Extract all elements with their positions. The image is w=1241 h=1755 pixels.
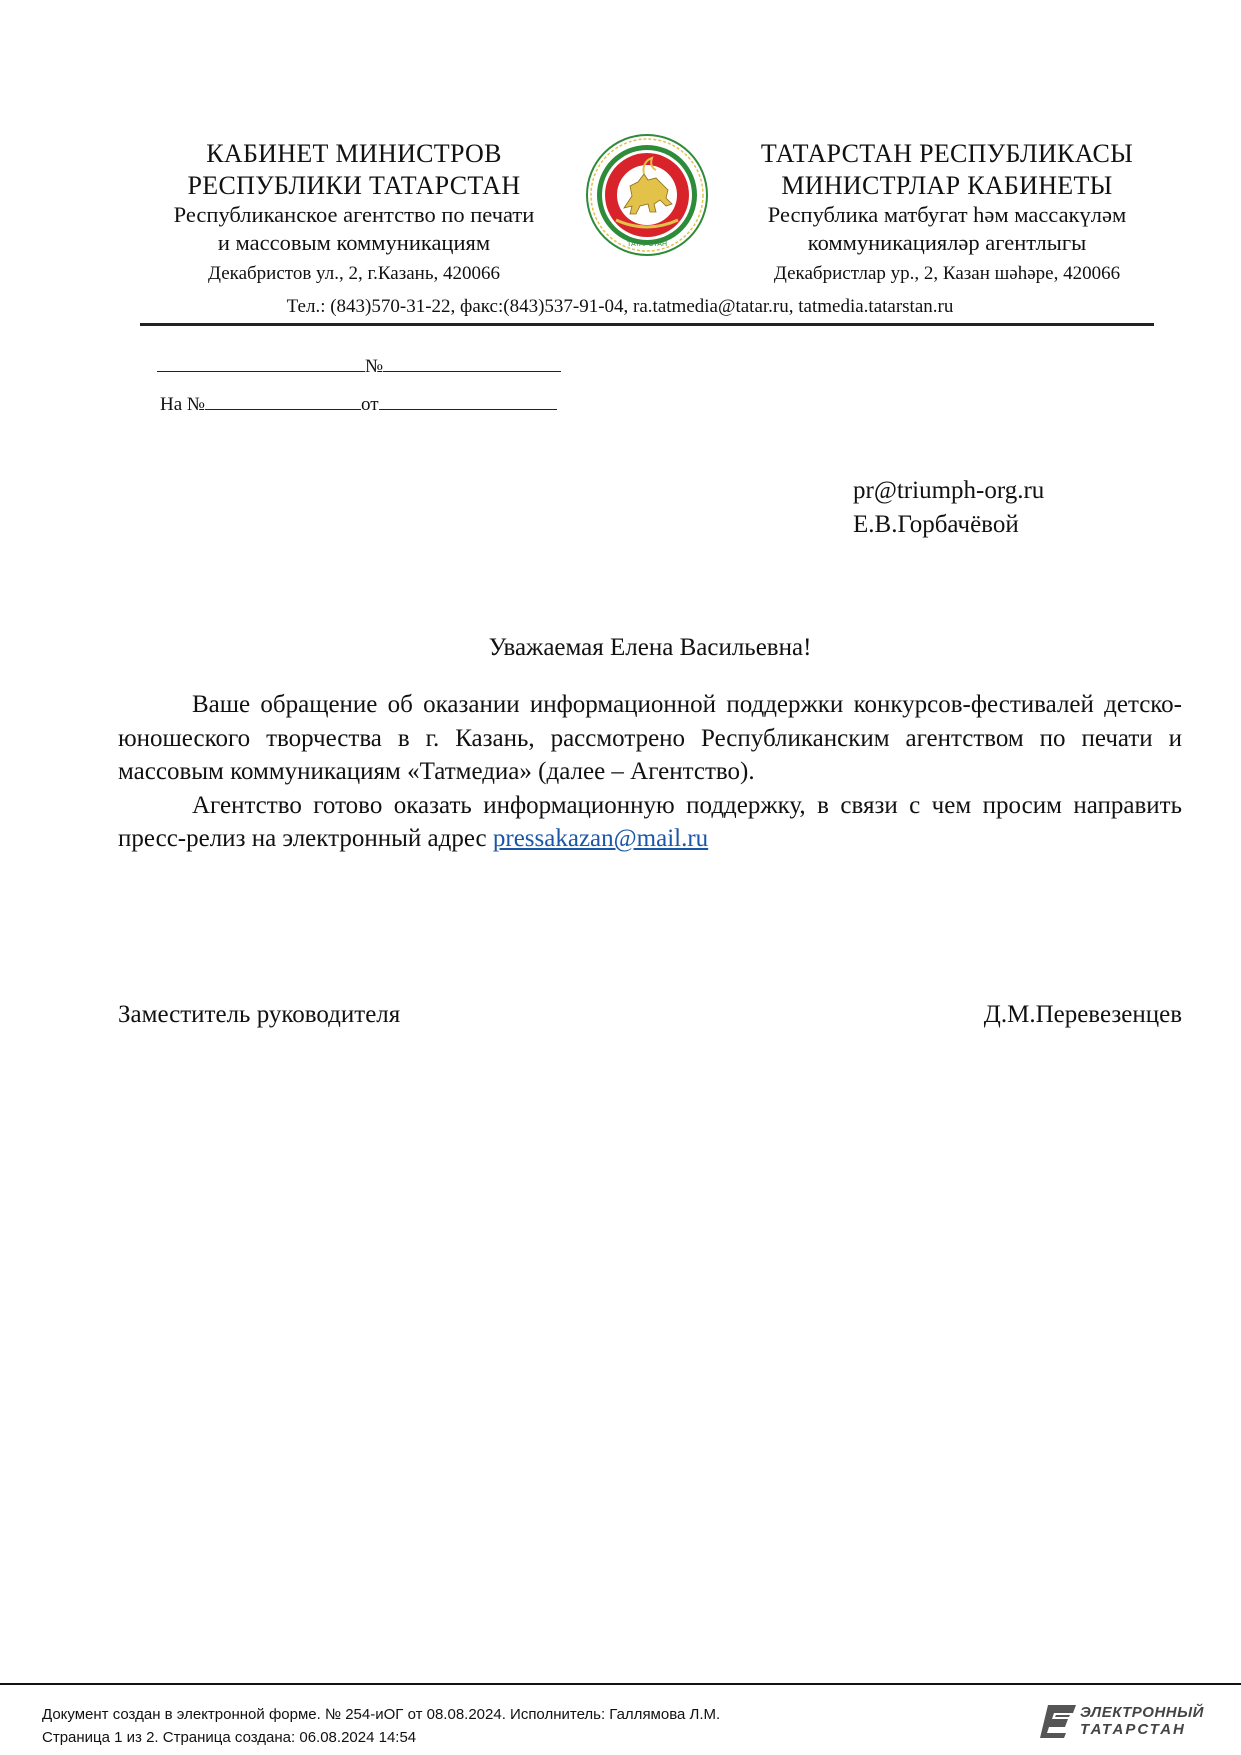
header-left-address: Декабристов ул., 2, г.Казань, 420066 bbox=[208, 263, 500, 285]
electronic-tatarstan-logo bbox=[1040, 1703, 1204, 1741]
header-right-line2: МИНИСТРЛАР КАБИНЕТЫ bbox=[781, 170, 1113, 200]
logo-line1: ЭЛЕКТРОННЫЙ bbox=[1080, 1704, 1204, 1721]
header-right-address: Декабристлар ур., 2, Казан шәһәре, 420066 bbox=[773, 263, 1121, 285]
header-right-block bbox=[717, 138, 1177, 285]
tatarstan-emblem-icon bbox=[586, 134, 708, 256]
paragraph-1: Ваше обращение об оказании информационной поддержки конкурсов-фестивалей детско-юношеского творчества в г. Казань, рассмотрено Республиканским агентством по печати и массовым коммуникациям «Татмедиа» (далее – Агентство). bbox=[118, 691, 1182, 785]
header-contacts: Тел.: (843)570-31-22, факс:(843)537-91-04, ra.tatmedia@tatar.ru, tatmedia.tatarstan.ru bbox=[286, 296, 954, 317]
header-left-line2: РЕСПУБЛИКИ ТАТАРСТАН bbox=[187, 170, 521, 200]
header-left-line3: Республиканское агентство по печати bbox=[173, 202, 535, 228]
press-email-link[interactable]: pressakazan@mail.ru bbox=[492, 825, 709, 852]
salutation: Уважаемая Елена Васильевна! bbox=[488, 634, 812, 661]
recipient-block bbox=[853, 474, 1044, 542]
from-label: от bbox=[361, 394, 379, 415]
paragraph-2 bbox=[118, 789, 1182, 856]
outgoing-number-line bbox=[157, 353, 561, 378]
header-left-block bbox=[124, 138, 584, 285]
header-right-line1: ТАТАРСТАН РЕСПУБЛИКАСЫ bbox=[760, 139, 1134, 168]
number-sign: № bbox=[365, 356, 384, 377]
emblem-label: ТАТАРСТАН bbox=[626, 241, 668, 248]
logo-text bbox=[1080, 1704, 1204, 1738]
header-left-line4: и массовым коммуникациям bbox=[217, 229, 491, 255]
recipient-name: Е.В.Горбачёвой bbox=[853, 511, 1019, 538]
signatory-role: Заместитель руководителя bbox=[118, 1001, 401, 1028]
header-divider bbox=[140, 323, 1154, 326]
reply-reference-line bbox=[160, 391, 557, 416]
header-right-line3: Республика матбугат һәм массакүләм bbox=[767, 202, 1127, 228]
reply-date-blank bbox=[379, 391, 557, 410]
number-blank bbox=[383, 353, 561, 372]
letter-body bbox=[118, 688, 1182, 856]
date-blank bbox=[157, 353, 365, 372]
signatory-name: Д.М.Перевезенцев bbox=[983, 1001, 1182, 1028]
footer-line1: Документ создан в электронной форме. № 254-иОГ от 08.08.2024. Исполнитель: Галлямова Л.М. bbox=[42, 1706, 721, 1723]
footer-divider bbox=[0, 1683, 1241, 1685]
reply-number-blank bbox=[205, 391, 361, 410]
header-right-line4: коммуникацияләр агентлыгы bbox=[807, 229, 1087, 255]
logo-line2: ТАТАРСТАН bbox=[1080, 1721, 1186, 1738]
header-left-line1: КАБИНЕТ МИНИСТРОВ bbox=[206, 139, 502, 168]
footer-line2: Страница 1 из 2. Страница создана: 06.08.2024 14:54 bbox=[42, 1729, 417, 1746]
footer-info bbox=[42, 1703, 720, 1749]
reply-prefix: На № bbox=[160, 394, 206, 415]
recipient-email: pr@triumph-org.ru bbox=[853, 477, 1045, 504]
electronic-tatarstan-logo-icon bbox=[1040, 1703, 1078, 1739]
paragraph-2-text: Агентство готово оказать информационную поддержку, в связи с чем просим направить пресс-релиз на электронный адрес bbox=[118, 791, 1182, 852]
